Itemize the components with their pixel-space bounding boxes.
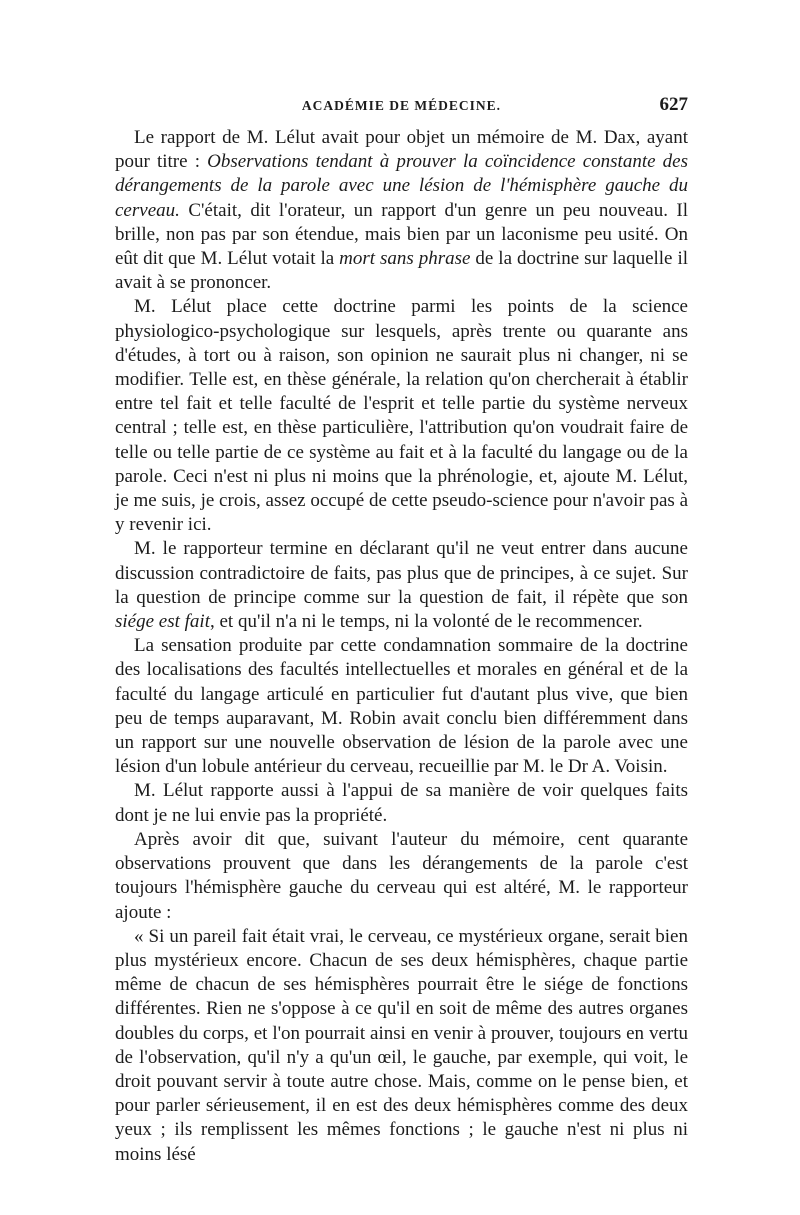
paragraph <box>115 634 688 779</box>
italic-span: siége est fait <box>115 611 210 633</box>
page-header <box>115 94 688 120</box>
paragraph <box>115 925 688 1167</box>
text-span: M. Lélut place cette doctrine parmi les points de la science physiologico-psychologique sur lesquels, après trente ou quarante ans d'études, à tort ou à raison, son opinion ne saurait plus ni changer, ni se modifier. Telle est, en thèse générale, la relation qu'on chercherait à établir entre tel fait et telle faculté de l'esprit et telle partie du système nerveux central ; telle est, en thèse particulière, l'attribution qu'on voudrait faire de telle ou telle partie de ce système au fait et à la faculté du langage ou de la parole. Ceci n'est ni plus ni moins que la phrénologie, et, ajoute M. Lélut, je me suis, je crois, assez occupé de cette pseudo-science pour n'avoir pas à y revenir ici. <box>115 296 688 536</box>
paragraph <box>115 779 688 827</box>
text-span: M. le rapporteur termine en déclarant qu'il ne veut entrer dans aucune discussion contradictoire de faits, pas plus que de principes, à ce sujet. Sur la question de principe comme sur la question de fait, il répète que son <box>115 538 688 608</box>
text-span: La sensation produite par cette condamnation sommaire de la doctrine des localisations des facultés intellectuelles et morales en général et de la faculté du langage articulé en particulier fut d'autant plus vive, que bien peu de temps auparavant, M. Robin avait conclu bien différemment dans un rapport sur une nouvelle observation de lésion de la parole avec une lésion d'un lobule antérieur du cerveau, recueillie par M. le Dr A. Voisin. <box>115 635 688 778</box>
text-span: M. Lélut rapporte aussi à l'appui de sa manière de voir quelques faits dont je ne lui envie pas la propriété. <box>115 780 688 826</box>
text-span: , et qu'il n'a ni le temps, ni la volonté de le recommencer. <box>209 611 643 633</box>
paragraph <box>115 295 688 537</box>
paragraph <box>115 537 688 634</box>
paragraph <box>115 126 688 295</box>
body-text <box>115 126 688 1167</box>
text-span: C'était, dit l'orateur, un rapport d'un genre un peu nouveau. Il brille, non pas par son étendue, mais bien par un laconisme peu usité. On eût dit que M. Lélut votait la <box>115 199 688 270</box>
text-span: « Si un pareil fait était vrai, le cerveau, ce mystérieux organe, serait bien plus mystérieux encore. Chacun de ses deux hémisphères, chaque partie même de chacun de ses hémisphères pourrait être le siége de fonctions différentes. Rien ne s'oppose à ce qu'il en soit de même des autres organes doubles du corps, et l'on pourrait ainsi en venir à prouver, toujours en vertu de l'observation, qu'il n'y a qu'un œil, le gauche, par exemple, qui voit, le droit pouvant servir à toute autre chose. Mais, comme on le pense bien, et pour parler sérieusement, il en est des deux hémisphères comme des deux yeux ; ils remplissent les mêmes fonctions ; le gauche n'est ni plus ni moins lésé <box>115 925 688 1165</box>
page-number: 627 <box>659 94 688 115</box>
running-head: ACADÉMIE DE MÉDECINE. <box>301 98 502 113</box>
text-span: de la doctrine sur laquelle il avait à se prononcer. <box>115 248 689 294</box>
paragraph <box>115 828 688 925</box>
text-span: Le rapport de M. Lélut avait pour objet un mémoire de M. Dax, ayant pour titre : <box>115 127 688 173</box>
italic-span: mort sans phrase <box>339 248 471 270</box>
italic-span: Observations tendant à prouver la coïncidence constante des dérangements de la parole avec une lésion de l'hémisphère gauche du cerveau. <box>115 151 689 221</box>
text-span: Après avoir dit que, suivant l'auteur du mémoire, cent quarante observations prouvent que dans les dérangements de la parole c'est toujours l'hémisphère gauche du cerveau qui est altéré, M. le rapporteur ajoute : <box>115 828 688 923</box>
